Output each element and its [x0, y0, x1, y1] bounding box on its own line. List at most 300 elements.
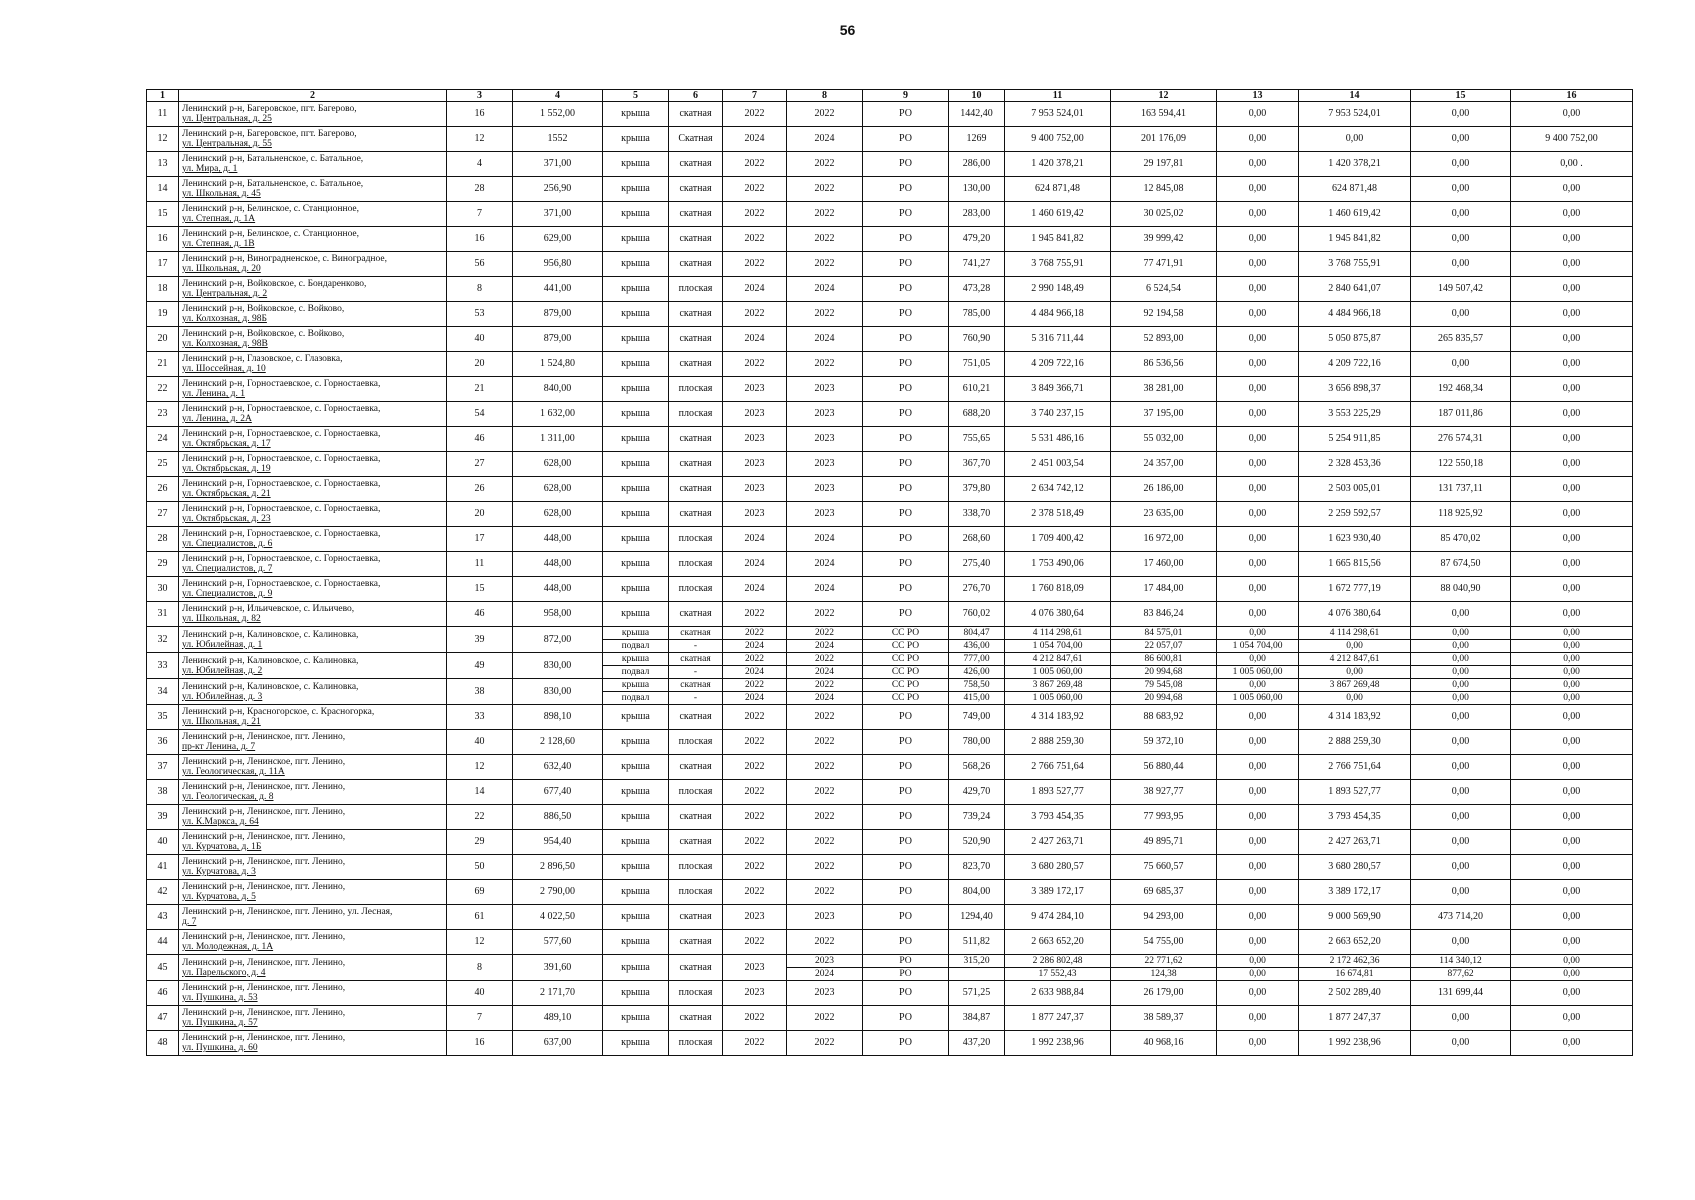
cell-fund-owner: 0,00 — [1217, 1031, 1299, 1056]
address-line-1: Ленинский р-н, Ленинское, пгт. Ленино, — [182, 782, 346, 792]
cell-fund-type: РО — [863, 277, 949, 302]
cell-fund-budget: 0,00 — [1411, 679, 1511, 692]
address-line-1: Ленинский р-н, Ленинское, пгт. Ленино, ул. Лесная, — [182, 907, 393, 917]
cell-element: крыша — [603, 805, 669, 830]
cell-fund-regional: 9 000 569,90 — [1299, 905, 1411, 930]
address-line-1: Ленинский р-н, Белинское, с. Станционное, — [182, 229, 360, 239]
cell-year-start: 2023 — [723, 452, 787, 477]
cell-fund-type: РО — [863, 968, 949, 981]
cell-cost-per-unit: 6 524,54 — [1111, 277, 1217, 302]
address-line-1: Ленинский р-н, Войковское, с. Бондаренково, — [182, 279, 367, 289]
cell-fund-budget: 118 925,92 — [1411, 502, 1511, 527]
address-line-1: Ленинский р-н, Багеровское, пгт. Багерово, — [182, 104, 357, 114]
cell-fund-owner: 0,00 — [1217, 477, 1299, 502]
cell-fund-owner: 0,00 — [1217, 730, 1299, 755]
cell-fund-other: 0,00 — [1511, 527, 1633, 552]
cell-area: 637,00 — [513, 1031, 603, 1056]
table-row — [147, 955, 1633, 968]
cell-work-area: 755,65 — [949, 427, 1005, 452]
cell-fund-budget: 0,00 — [1411, 1031, 1511, 1056]
cell-roof-type: скатная — [669, 930, 723, 955]
table-row — [147, 705, 1633, 730]
row-number: 41 — [147, 855, 179, 880]
row-number: 48 — [147, 1031, 179, 1056]
cell-fund-type: РО — [863, 981, 949, 1006]
address-line-2: ул. Школьная, д. 82 — [182, 614, 261, 624]
cell-fund-regional: 0,00 — [1299, 640, 1411, 653]
cell-total-cost: 3 867 269,48 — [1005, 679, 1111, 692]
cell-total-cost: 2 663 652,20 — [1005, 930, 1111, 955]
cell-year-start: 2024 — [723, 692, 787, 705]
cell-fund-owner: 0,00 — [1217, 202, 1299, 227]
address-cell — [179, 653, 447, 679]
cell-fund-type: СС РО — [863, 679, 949, 692]
cell-roof-type: скатная — [669, 679, 723, 692]
cell-cost-per-unit: 201 176,09 — [1111, 127, 1217, 152]
cell-work-area: 520,90 — [949, 830, 1005, 855]
table-row — [147, 402, 1633, 427]
cell-roof-type: скатная — [669, 302, 723, 327]
table-row — [147, 780, 1633, 805]
cell-work-area: 823,70 — [949, 855, 1005, 880]
cell-apartments: 4 — [447, 152, 513, 177]
cell-year-start: 2022 — [723, 880, 787, 905]
cell-year-start: 2022 — [723, 152, 787, 177]
table-row — [147, 679, 1633, 692]
cell-work-area: 749,00 — [949, 705, 1005, 730]
cell-total-cost: 4 212 847,61 — [1005, 653, 1111, 666]
row-number: 14 — [147, 177, 179, 202]
cell-roof-type: скатная — [669, 805, 723, 830]
table-row — [147, 755, 1633, 780]
cell-area: 628,00 — [513, 452, 603, 477]
cell-year-start: 2022 — [723, 177, 787, 202]
cell-fund-other: 0,00 — [1511, 402, 1633, 427]
cell-year-end: 2023 — [787, 502, 863, 527]
cell-fund-owner: 0,00 — [1217, 577, 1299, 602]
cell-area: 2 128,60 — [513, 730, 603, 755]
cell-work-area: 338,70 — [949, 502, 1005, 527]
table-row — [147, 152, 1633, 177]
cell-total-cost: 4 076 380,64 — [1005, 602, 1111, 627]
col-header-8: 8 — [787, 90, 863, 102]
col-header-9: 9 — [863, 90, 949, 102]
cell-fund-other: 0,00 — [1511, 227, 1633, 252]
cell-apartments: 33 — [447, 705, 513, 730]
repair-program-table-container — [146, 89, 1632, 1056]
cell-element: крыша — [603, 577, 669, 602]
table-row — [147, 477, 1633, 502]
cell-element: крыша — [603, 905, 669, 930]
cell-total-cost: 5 531 486,16 — [1005, 427, 1111, 452]
cell-roof-type: скатная — [669, 602, 723, 627]
address-line-1: Ленинский р-н, Ленинское, пгт. Ленино, — [182, 1033, 346, 1043]
address-line-1: Ленинский р-н, Батальненское, с. Батальное, — [182, 154, 364, 164]
cell-apartments: 17 — [447, 527, 513, 552]
cell-fund-budget: 0,00 — [1411, 855, 1511, 880]
cell-cost-per-unit: 92 194,58 — [1111, 302, 1217, 327]
cell-total-cost: 1 877 247,37 — [1005, 1006, 1111, 1031]
address-line-2: ул. К.Маркса, д. 64 — [182, 817, 259, 827]
cell-cost-per-unit: 17 484,00 — [1111, 577, 1217, 602]
address-line-2: ул. Октябрьская, д. 19 — [182, 464, 271, 474]
cell-fund-type: СС РО — [863, 627, 949, 640]
cell-element: подвал — [603, 640, 669, 653]
cell-cost-per-unit: 22 771,62 — [1111, 955, 1217, 968]
cell-fund-owner: 0,00 — [1217, 127, 1299, 152]
cell-fund-type: РО — [863, 830, 949, 855]
col-header-3: 3 — [447, 90, 513, 102]
cell-apartments: 16 — [447, 102, 513, 127]
cell-element: крыша — [603, 527, 669, 552]
cell-cost-per-unit: 52 893,00 — [1111, 327, 1217, 352]
cell-fund-regional: 2 663 652,20 — [1299, 930, 1411, 955]
address-cell — [179, 705, 447, 730]
cell-fund-regional: 5 050 875,87 — [1299, 327, 1411, 352]
address-line-1: Ленинский р-н, Ленинское, пгт. Ленино, — [182, 882, 346, 892]
row-number: 20 — [147, 327, 179, 352]
cell-year-end: 2022 — [787, 930, 863, 955]
cell-roof-type: плоская — [669, 577, 723, 602]
cell-total-cost: 2 633 988,84 — [1005, 981, 1111, 1006]
cell-fund-regional: 1 460 619,42 — [1299, 202, 1411, 227]
cell-cost-per-unit: 38 589,37 — [1111, 1006, 1217, 1031]
address-cell — [179, 427, 447, 452]
cell-year-start: 2023 — [723, 955, 787, 981]
cell-cost-per-unit: 84 575,01 — [1111, 627, 1217, 640]
address-line-1: Ленинский р-н, Ленинское, пгт. Ленино, — [182, 807, 346, 817]
cell-fund-budget: 0,00 — [1411, 102, 1511, 127]
cell-roof-type: плоская — [669, 981, 723, 1006]
cell-year-start: 2023 — [723, 981, 787, 1006]
cell-total-cost: 3 793 454,35 — [1005, 805, 1111, 830]
cell-fund-owner: 0,00 — [1217, 177, 1299, 202]
cell-year-end: 2023 — [787, 427, 863, 452]
cell-fund-budget: 0,00 — [1411, 627, 1511, 640]
cell-total-cost: 1 005 060,00 — [1005, 666, 1111, 679]
cell-element: крыша — [603, 227, 669, 252]
cell-cost-per-unit: 29 197,81 — [1111, 152, 1217, 177]
cell-fund-budget: 0,00 — [1411, 730, 1511, 755]
address-line-2: ул. Ленина, д. 1 — [182, 389, 245, 399]
cell-year-end: 2022 — [787, 855, 863, 880]
cell-fund-other: 0,00 — [1511, 930, 1633, 955]
row-number: 39 — [147, 805, 179, 830]
cell-fund-type: РО — [863, 502, 949, 527]
cell-apartments: 56 — [447, 252, 513, 277]
cell-area: 1 632,00 — [513, 402, 603, 427]
cell-year-start: 2024 — [723, 577, 787, 602]
cell-year-start: 2023 — [723, 905, 787, 930]
cell-fund-regional: 7 953 524,01 — [1299, 102, 1411, 127]
col-header-7: 7 — [723, 90, 787, 102]
address-line-1: Ленинский р-н, Ленинское, пгт. Ленино, — [182, 1008, 346, 1018]
cell-fund-other: 0,00 . — [1511, 152, 1633, 177]
cell-area: 2 896,50 — [513, 855, 603, 880]
cell-fund-regional: 2 766 751,64 — [1299, 755, 1411, 780]
cell-fund-type: РО — [863, 705, 949, 730]
cell-cost-per-unit: 30 025,02 — [1111, 202, 1217, 227]
cell-fund-regional: 1 665 815,56 — [1299, 552, 1411, 577]
cell-element: крыша — [603, 627, 669, 640]
address-line-2: ул. Геологическая, д. 8 — [182, 792, 274, 802]
cell-cost-per-unit: 77 471,91 — [1111, 252, 1217, 277]
cell-fund-owner: 0,00 — [1217, 930, 1299, 955]
address-line-2: ул. Пушкина, д. 57 — [182, 1018, 258, 1028]
cell-work-area: 367,70 — [949, 452, 1005, 477]
cell-fund-budget: 88 040,90 — [1411, 577, 1511, 602]
cell-area: 954,40 — [513, 830, 603, 855]
cell-total-cost: 2 766 751,64 — [1005, 755, 1111, 780]
cell-fund-other: 0,00 — [1511, 1031, 1633, 1056]
cell-total-cost: 3 389 172,17 — [1005, 880, 1111, 905]
address-line-2: ул. Курчатова, д. 3 — [182, 867, 256, 877]
col-header-16: 16 — [1511, 90, 1633, 102]
cell-fund-regional: 4 212 847,61 — [1299, 653, 1411, 666]
cell-fund-type: РО — [863, 527, 949, 552]
cell-element: крыша — [603, 277, 669, 302]
table-row — [147, 730, 1633, 755]
table-row — [147, 805, 1633, 830]
cell-fund-regional: 624 871,48 — [1299, 177, 1411, 202]
cell-fund-owner: 0,00 — [1217, 880, 1299, 905]
cell-fund-owner: 0,00 — [1217, 327, 1299, 352]
address-cell — [179, 152, 447, 177]
cell-cost-per-unit: 55 032,00 — [1111, 427, 1217, 452]
cell-total-cost: 1 753 490,06 — [1005, 552, 1111, 577]
cell-work-area: 1269 — [949, 127, 1005, 152]
cell-fund-type: РО — [863, 1031, 949, 1056]
cell-area: 2 790,00 — [513, 880, 603, 905]
cell-fund-regional: 1 945 841,82 — [1299, 227, 1411, 252]
address-line-2: ул. Октябрьская, д. 23 — [182, 514, 271, 524]
cell-fund-type: РО — [863, 855, 949, 880]
cell-year-end: 2022 — [787, 679, 863, 692]
cell-cost-per-unit: 79 545,08 — [1111, 679, 1217, 692]
cell-year-start: 2022 — [723, 755, 787, 780]
table-row — [147, 653, 1633, 666]
cell-cost-per-unit: 20 994,68 — [1111, 666, 1217, 679]
col-header-5: 5 — [603, 90, 669, 102]
cell-fund-type: РО — [863, 577, 949, 602]
cell-year-start: 2022 — [723, 102, 787, 127]
cell-roof-type: Скатная — [669, 127, 723, 152]
cell-fund-regional: 3 389 172,17 — [1299, 880, 1411, 905]
cell-fund-owner: 0,00 — [1217, 527, 1299, 552]
page-number: 56 — [839, 22, 856, 38]
cell-work-area: 688,20 — [949, 402, 1005, 427]
address-line-2: ул. Пушкина, д. 60 — [182, 1043, 258, 1053]
cell-fund-regional: 1 992 238,96 — [1299, 1031, 1411, 1056]
address-line-1: Ленинский р-н, Калиновское, с. Калиновка, — [182, 629, 359, 640]
cell-total-cost: 9 400 752,00 — [1005, 127, 1111, 152]
row-number: 46 — [147, 981, 179, 1006]
cell-element: крыша — [603, 327, 669, 352]
table-row — [147, 830, 1633, 855]
cell-fund-regional: 2 503 005,01 — [1299, 477, 1411, 502]
col-header-15: 15 — [1411, 90, 1511, 102]
cell-area: 629,00 — [513, 227, 603, 252]
cell-fund-owner: 0,00 — [1217, 855, 1299, 880]
cell-fund-regional: 4 484 966,18 — [1299, 302, 1411, 327]
cell-roof-type: плоская — [669, 730, 723, 755]
cell-fund-budget: 0,00 — [1411, 780, 1511, 805]
cell-year-end: 2022 — [787, 705, 863, 730]
cell-element: крыша — [603, 302, 669, 327]
cell-roof-type: скатная — [669, 102, 723, 127]
cell-fund-other: 0,00 — [1511, 640, 1633, 653]
cell-work-area: 473,28 — [949, 277, 1005, 302]
cell-fund-type: РО — [863, 352, 949, 377]
table-row — [147, 427, 1633, 452]
cell-apartments: 12 — [447, 755, 513, 780]
cell-fund-regional: 2 427 263,71 — [1299, 830, 1411, 855]
address-line-2: ул. Специалистов, д. 9 — [182, 589, 273, 599]
cell-fund-budget: 0,00 — [1411, 755, 1511, 780]
address-line-1: Ленинский р-н, Багеровское, пгт. Багерово, — [182, 129, 357, 139]
address-line-2: ул. Шоссейная, д. 10 — [182, 364, 266, 374]
cell-fund-regional: 5 254 911,85 — [1299, 427, 1411, 452]
cell-year-end: 2024 — [787, 577, 863, 602]
cell-area: 371,00 — [513, 202, 603, 227]
cell-area: 1 524,80 — [513, 352, 603, 377]
cell-total-cost: 2 286 802,48 — [1005, 955, 1111, 968]
cell-fund-other: 0,00 — [1511, 202, 1633, 227]
cell-apartments: 61 — [447, 905, 513, 930]
cell-work-area: 760,90 — [949, 327, 1005, 352]
cell-fund-regional: 3 656 898,37 — [1299, 377, 1411, 402]
address-line-2: ул. Юбилейная, д. 1 — [182, 639, 263, 650]
cell-fund-budget: 0,00 — [1411, 152, 1511, 177]
cell-year-start: 2022 — [723, 830, 787, 855]
cell-roof-type: скатная — [669, 705, 723, 730]
cell-fund-other: 0,00 — [1511, 1006, 1633, 1031]
cell-year-end: 2023 — [787, 402, 863, 427]
cell-year-start: 2024 — [723, 527, 787, 552]
cell-roof-type: скатная — [669, 427, 723, 452]
address-cell — [179, 930, 447, 955]
cell-element: крыша — [603, 477, 669, 502]
cell-fund-other: 0,00 — [1511, 102, 1633, 127]
cell-fund-budget: 149 507,42 — [1411, 277, 1511, 302]
cell-fund-other: 0,00 — [1511, 277, 1633, 302]
row-number: 19 — [147, 302, 179, 327]
row-number: 17 — [147, 252, 179, 277]
cell-fund-regional: 4 209 722,16 — [1299, 352, 1411, 377]
cell-roof-type: скатная — [669, 477, 723, 502]
col-header-10: 10 — [949, 90, 1005, 102]
address-line-1: Ленинский р-н, Ленинское, пгт. Ленино, — [182, 983, 346, 993]
table-row — [147, 302, 1633, 327]
address-line-1: Ленинский р-н, Горностаевское, с. Горностаевка, — [182, 404, 381, 414]
cell-work-area: 268,60 — [949, 527, 1005, 552]
row-number: 28 — [147, 527, 179, 552]
table-row — [147, 452, 1633, 477]
cell-apartments: 29 — [447, 830, 513, 855]
cell-roof-type: скатная — [669, 252, 723, 277]
cell-roof-type: плоская — [669, 277, 723, 302]
cell-work-area: 610,21 — [949, 377, 1005, 402]
cell-work-area: 315,20 — [949, 955, 1005, 968]
cell-cost-per-unit: 124,38 — [1111, 968, 1217, 981]
row-number: 26 — [147, 477, 179, 502]
cell-fund-owner: 0,00 — [1217, 402, 1299, 427]
cell-fund-budget: 0,00 — [1411, 805, 1511, 830]
cell-fund-type: РО — [863, 602, 949, 627]
cell-fund-regional: 3 680 280,57 — [1299, 855, 1411, 880]
cell-fund-type: РО — [863, 102, 949, 127]
cell-year-start: 2022 — [723, 202, 787, 227]
cell-year-end: 2022 — [787, 152, 863, 177]
address-line-2: ул. Центральная, д. 25 — [182, 114, 272, 124]
cell-fund-budget: 192 468,34 — [1411, 377, 1511, 402]
cell-fund-owner: 0,00 — [1217, 352, 1299, 377]
cell-total-cost: 1 054 704,00 — [1005, 640, 1111, 653]
cell-fund-budget: 473 714,20 — [1411, 905, 1511, 930]
address-line-2: пр-кт Ленина, д. 7 — [182, 742, 256, 752]
cell-area: 256,90 — [513, 177, 603, 202]
cell-year-start: 2022 — [723, 1006, 787, 1031]
cell-year-start: 2023 — [723, 402, 787, 427]
cell-area: 830,00 — [513, 679, 603, 705]
address-cell — [179, 127, 447, 152]
cell-fund-regional: 1 877 247,37 — [1299, 1006, 1411, 1031]
cell-year-end: 2024 — [787, 127, 863, 152]
cell-fund-regional: 16 674,81 — [1299, 968, 1411, 981]
cell-fund-other: 0,00 — [1511, 452, 1633, 477]
cell-fund-owner: 0,00 — [1217, 905, 1299, 930]
address-cell — [179, 177, 447, 202]
cell-year-start: 2023 — [723, 427, 787, 452]
cell-cost-per-unit: 39 999,42 — [1111, 227, 1217, 252]
cell-element: крыша — [603, 755, 669, 780]
cell-fund-other: 0,00 — [1511, 981, 1633, 1006]
cell-area: 830,00 — [513, 653, 603, 679]
cell-year-end: 2022 — [787, 227, 863, 252]
address-cell — [179, 981, 447, 1006]
cell-fund-owner: 0,00 — [1217, 102, 1299, 127]
cell-work-area: 739,24 — [949, 805, 1005, 830]
row-number: 42 — [147, 880, 179, 905]
cell-work-area: 384,87 — [949, 1006, 1005, 1031]
address-cell — [179, 679, 447, 705]
cell-roof-type: скатная — [669, 502, 723, 527]
cell-area: 577,60 — [513, 930, 603, 955]
cell-element: крыша — [603, 152, 669, 177]
cell-element: крыша — [603, 202, 669, 227]
cell-fund-other: 0,00 — [1511, 177, 1633, 202]
cell-apartments: 7 — [447, 1006, 513, 1031]
col-header-2: 2 — [179, 90, 447, 102]
cell-cost-per-unit: 37 195,00 — [1111, 402, 1217, 427]
cell-fund-type: РО — [863, 377, 949, 402]
cell-year-start: 2022 — [723, 302, 787, 327]
cell-fund-owner: 0,00 — [1217, 252, 1299, 277]
address-cell — [179, 880, 447, 905]
cell-cost-per-unit: 75 660,57 — [1111, 855, 1217, 880]
cell-fund-other: 0,00 — [1511, 427, 1633, 452]
cell-cost-per-unit: 17 460,00 — [1111, 552, 1217, 577]
row-number: 11 — [147, 102, 179, 127]
cell-fund-other: 0,00 — [1511, 730, 1633, 755]
cell-element: крыша — [603, 377, 669, 402]
cell-element: крыша — [603, 352, 669, 377]
address-line-1: Ленинский р-н, Ленинское, пгт. Ленино, — [182, 932, 346, 942]
cell-fund-regional: 2 172 462,36 — [1299, 955, 1411, 968]
cell-fund-other: 0,00 — [1511, 552, 1633, 577]
address-cell — [179, 527, 447, 552]
cell-area: 628,00 — [513, 502, 603, 527]
